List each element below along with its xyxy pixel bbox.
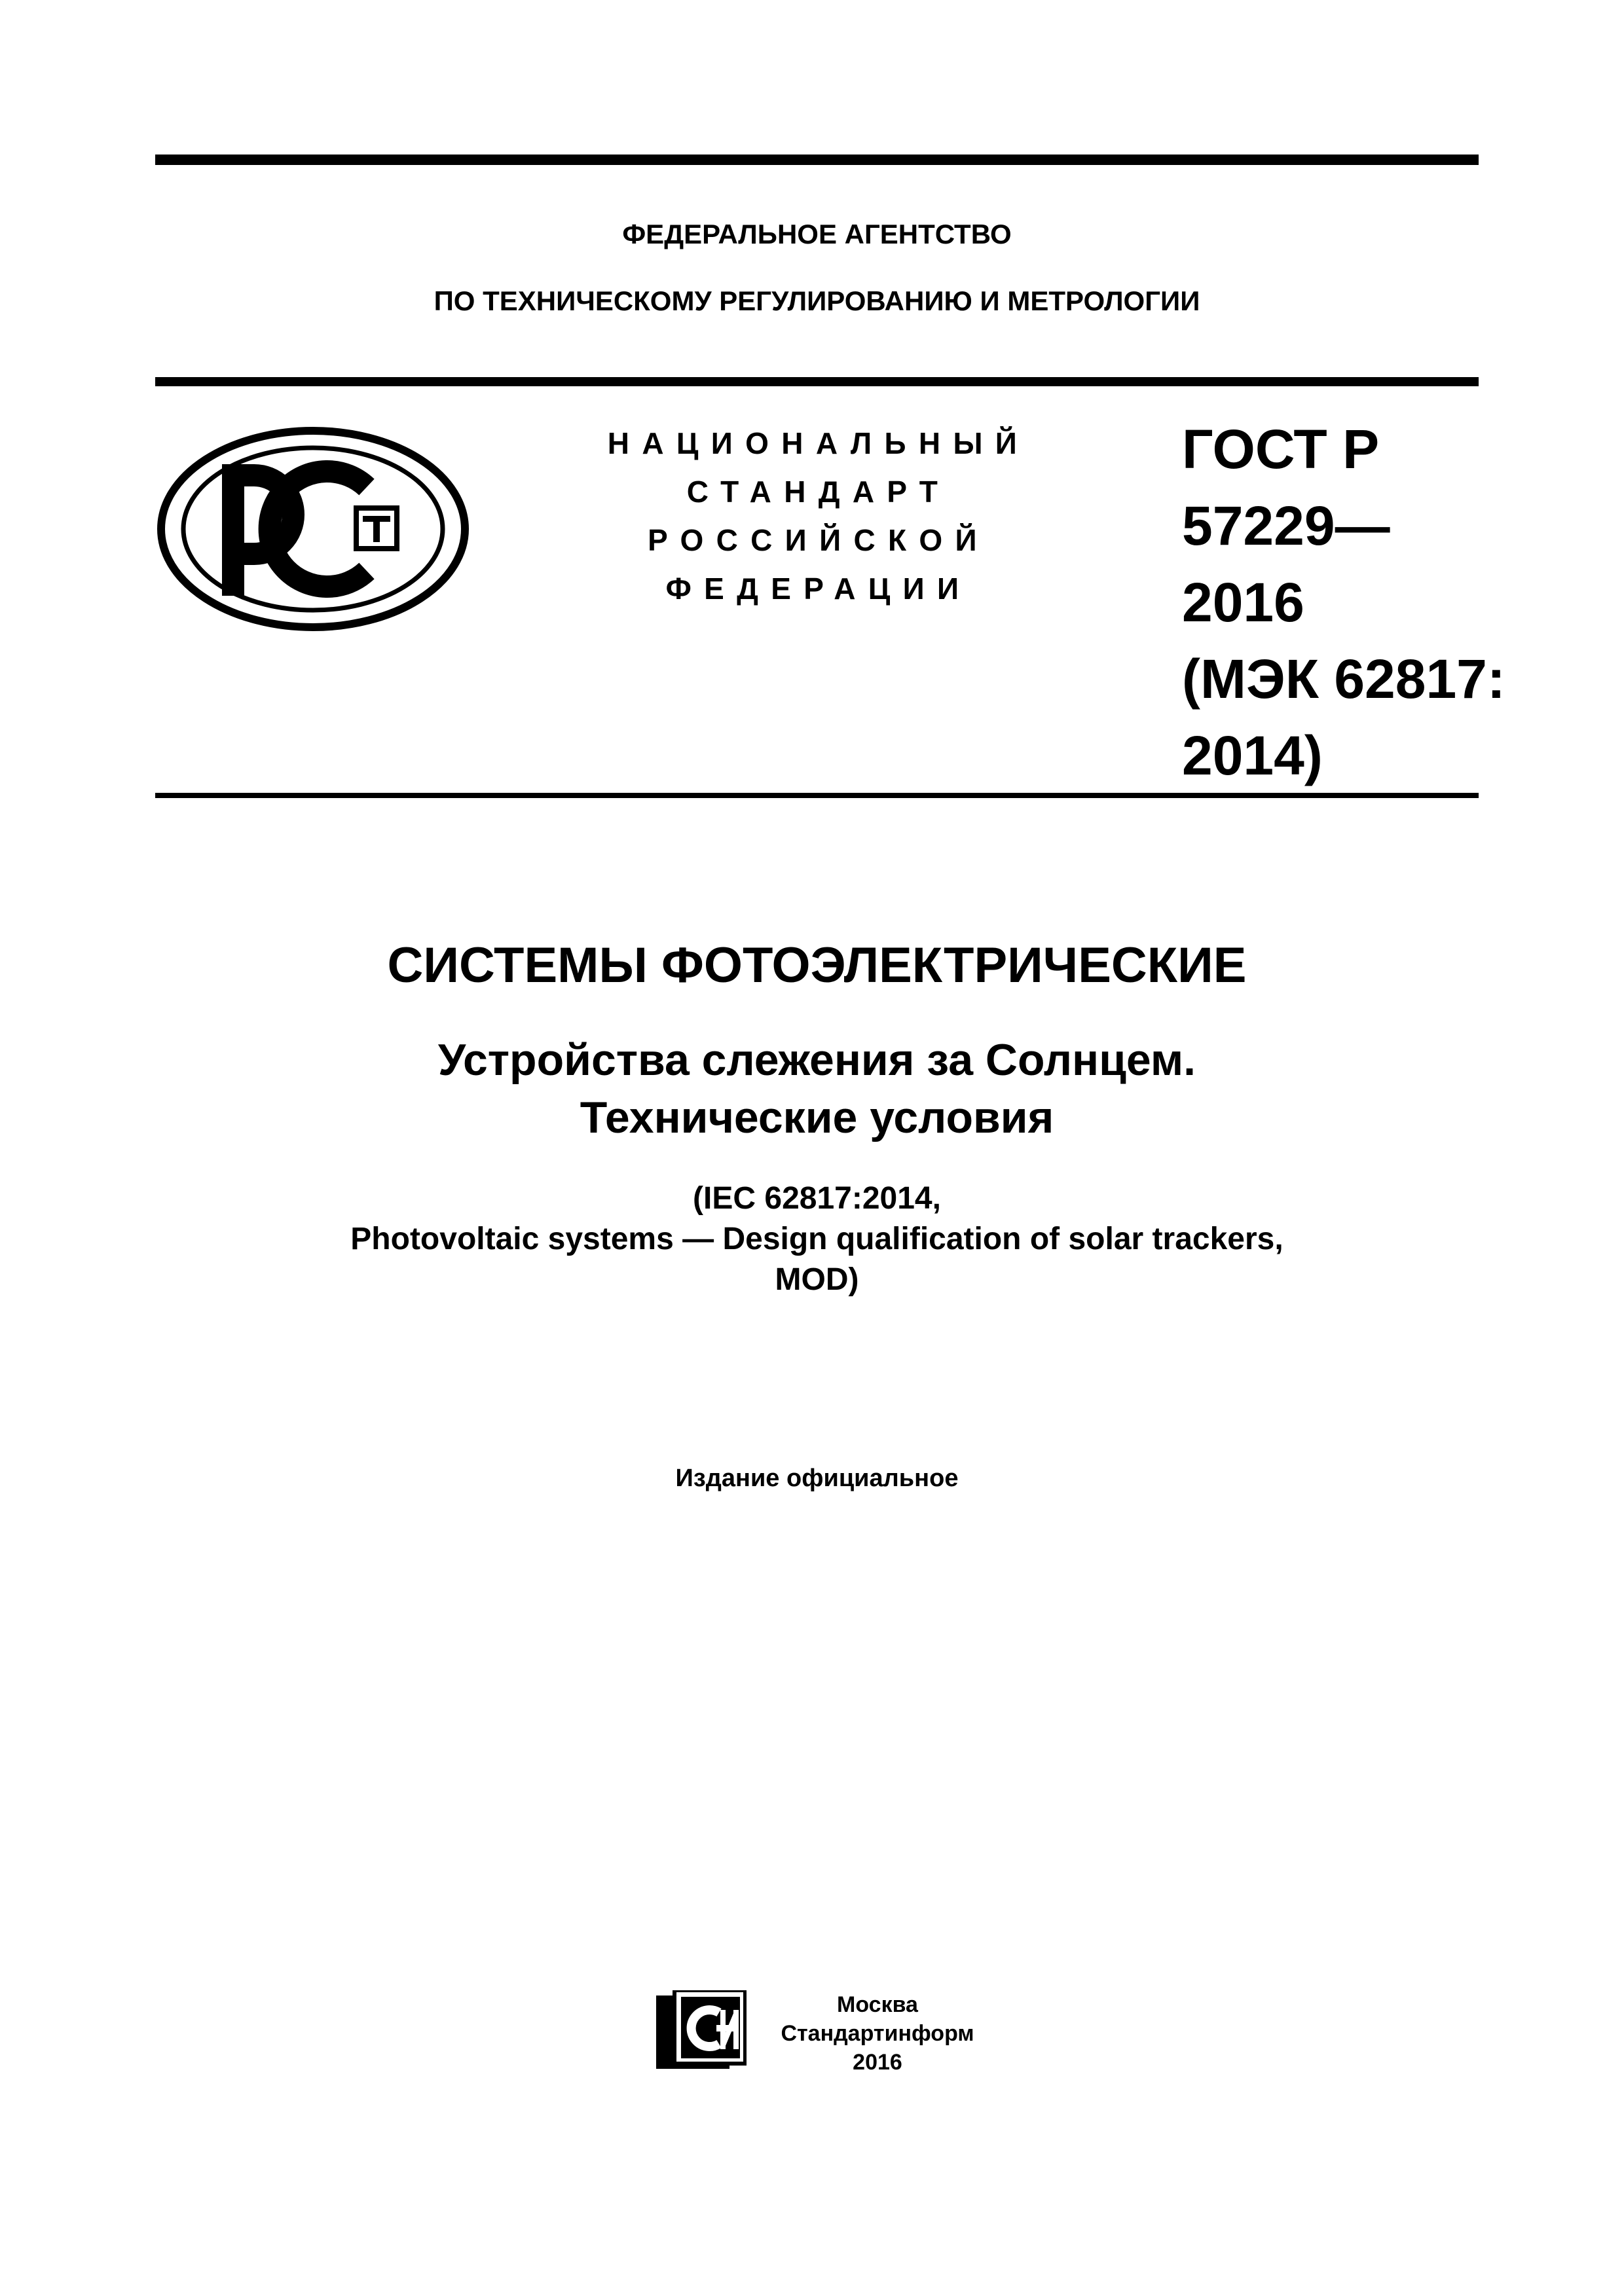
source-standard-reference	[155, 1178, 1479, 1300]
subtitle-line2: Технические условия	[580, 1093, 1054, 1142]
publisher-block	[766, 1990, 989, 2077]
header-divider-rule	[155, 377, 1479, 386]
document-title: СИСТЕМЫ ФОТОЭЛЕКТРИЧЕСКИЕ	[387, 938, 1247, 993]
national-standard-label	[576, 419, 1061, 613]
publisher-city: Москва	[837, 1992, 918, 2017]
national-standard-line: НАЦИОНАЛЬНЫЙ	[607, 426, 1030, 460]
source-standard-line1: (IEC 62817:2014,	[693, 1181, 941, 1216]
designation-line: 57229—	[1182, 495, 1390, 556]
document-subtitle	[155, 1031, 1479, 1146]
national-standard-line: РОССИЙСКОЙ	[648, 523, 989, 557]
publisher-year: 2016	[853, 2050, 902, 2075]
rst-logo-icon	[156, 424, 470, 634]
top-rule	[155, 155, 1479, 165]
source-standard-line3: MOD)	[775, 1262, 859, 1297]
designation-line: 2014)	[1182, 725, 1323, 786]
national-standard-line: СТАНДАРТ	[686, 475, 951, 509]
agency-name-line2: ПО ТЕХНИЧЕСКОМУ РЕГУЛИРОВАНИЮ И МЕТРОЛОГИИ	[434, 285, 1200, 316]
standartinform-logo-icon	[655, 1990, 747, 2074]
subtitle-line1: Устройства слежения за Солнцем.	[437, 1035, 1196, 1085]
national-standard-line: ФЕДЕРАЦИИ	[665, 572, 972, 606]
designation-line: 2016	[1182, 572, 1304, 633]
title-divider-rule	[155, 793, 1479, 798]
source-standard-line2: Photovoltaic systems — Design qualification of solar trackers,	[350, 1222, 1283, 1256]
edition-label: Издание официальное	[675, 1465, 959, 1492]
standard-designation	[1182, 411, 1505, 794]
designation-line: ГОСТ Р	[1182, 418, 1380, 480]
agency-name-line1: ФЕДЕРАЛЬНОЕ АГЕНТСТВО	[622, 219, 1012, 249]
designation-line: (МЭК 62817:	[1182, 648, 1505, 710]
publisher-name: Стандартинформ	[781, 2021, 974, 2046]
